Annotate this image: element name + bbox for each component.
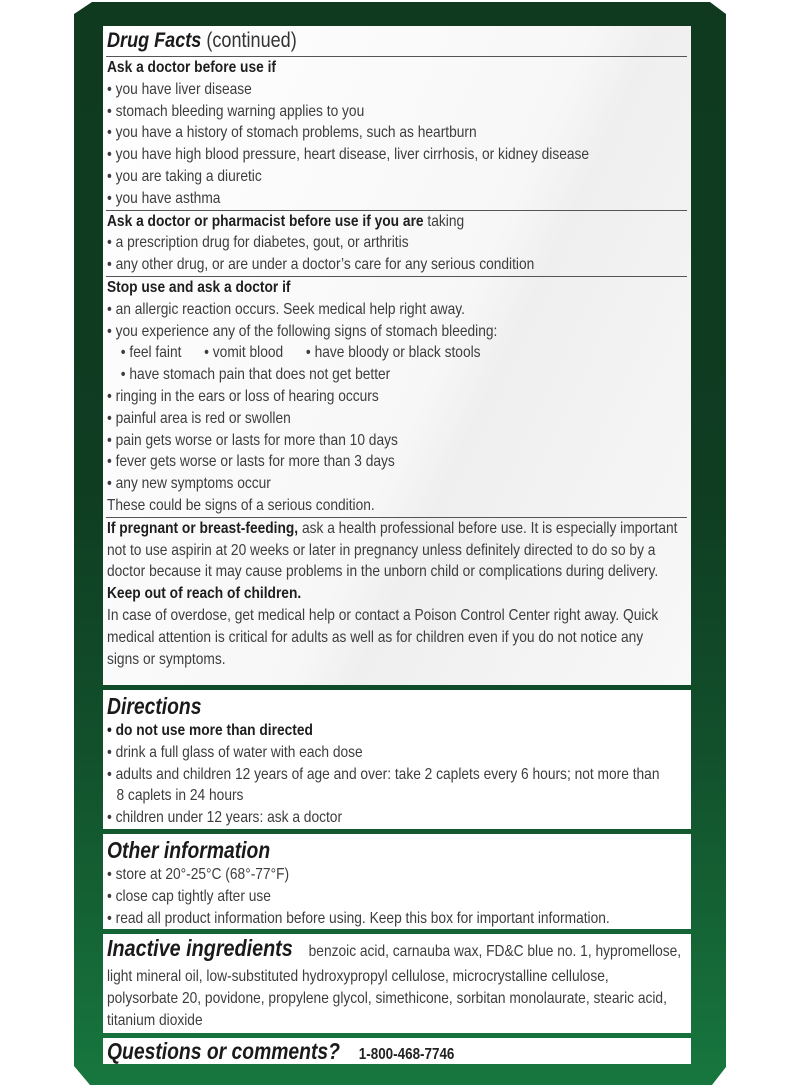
pregnancy-section	[107, 518, 685, 583]
sub-list-item: • vomit blood	[204, 344, 283, 361]
section-heading: Ask a doctor before use if	[107, 59, 276, 76]
list-item: • you have asthma	[107, 188, 604, 210]
list-item: • stomach bleeding warning applies to you	[107, 101, 604, 123]
keep-out-text: signs or symptoms.	[107, 650, 226, 668]
list-item: • you have high blood pressure, heart disease, liver cirrhosis, or kidney disease	[107, 144, 604, 166]
pregnancy-text: not to use aspirin at 20 weeks or later in pregnancy unless definitely directed to do so by a	[107, 541, 656, 559]
ingredients-text: polysorbate 20, povidone, propylene glycol, simethicone, sorbitan monolaurate, stearic acid,	[107, 989, 667, 1007]
list-item: • you experience any of the following signs of stomach bleeding:	[107, 321, 604, 343]
sub-list-item: • have stomach pain that does not get better	[107, 364, 604, 386]
section-heading: Stop use and ask a doctor if	[107, 278, 291, 296]
heading-rest: taking	[427, 212, 465, 230]
list-item: • an allergic reaction occurs. Seek medical help right away.	[107, 299, 604, 321]
list-item: • close cap tightly after use	[107, 886, 604, 908]
ask-pharmacist-section	[107, 211, 685, 276]
questions-line	[107, 1038, 593, 1068]
ingredients-text: titanium dioxide	[107, 1011, 203, 1029]
section-heading	[107, 211, 604, 233]
page-title	[107, 26, 604, 56]
sub-list-item: • feel faint	[121, 344, 182, 361]
sub-list-item: • have bloody or black stools	[306, 344, 481, 361]
other-information-panel	[103, 834, 691, 929]
pregnancy-line	[107, 518, 678, 540]
list-item: • you have a history of stomach problems, such as heartburn	[107, 122, 604, 144]
questions-panel	[103, 1038, 691, 1064]
directions-title: Directions	[107, 693, 202, 719]
title-suffix: (continued)	[206, 29, 297, 52]
list-item: • adults and children 12 years of age and over: take 2 caplets every 6 hours; not more than	[107, 764, 604, 786]
questions-title: Questions or comments?	[107, 1038, 340, 1064]
list-item: • any other drug, or are under a doctor’s care for any serious condition	[107, 254, 604, 276]
title-bold: Drug Facts	[107, 29, 202, 52]
list-item: • you have liver disease	[107, 79, 604, 101]
list-item: • pain gets worse or lasts for more than 10 days	[107, 430, 604, 452]
keep-out-text: In case of overdose, get medical help or contact a Poison Control Center right away. Quick	[107, 606, 659, 624]
drug-facts-panel	[103, 26, 691, 685]
stop-use-section	[107, 277, 685, 517]
pregnancy-text: doctor because it may cause problems in the unborn child or complications during delivery.	[107, 563, 659, 581]
ask-doctor-section	[107, 57, 685, 210]
directions-panel	[103, 690, 691, 829]
other-information-title: Other information	[107, 837, 271, 863]
list-item: • store at 20°-25°C (68°-77°F)	[107, 864, 604, 886]
list-item: • you are taking a diuretic	[107, 166, 604, 188]
list-item: • fever gets worse or lasts for more than 3 days	[107, 451, 604, 473]
list-item: • painful area is red or swollen	[107, 408, 604, 430]
list-item: • read all product information before using. Keep this box for important information.	[107, 908, 604, 930]
ingredients-text: benzoic acid, carnauba wax, FD&C blue no. 1, hypromellose,	[308, 943, 682, 960]
list-item: • a prescription drug for diabetes, gout, or arthritis	[107, 232, 604, 254]
list-item: • children under 12 years: ask a doctor	[107, 807, 604, 829]
inactive-first-line	[107, 934, 682, 966]
list-item: • drink a full glass of water with each dose	[107, 742, 604, 764]
section-footer: These could be signs of a serious condition.	[107, 496, 375, 514]
inactive-ingredients-panel	[103, 934, 691, 1033]
list-item: • do not use more than directed	[107, 720, 604, 742]
list-item: • ringing in the ears or loss of hearing occurs	[107, 386, 604, 408]
pregnancy-heading: If pregnant or breast-feeding,	[107, 519, 299, 537]
heading-bold: Ask a doctor or pharmacist before use if you are	[107, 212, 424, 230]
phone-number[interactable]: 1-800-468-7746	[358, 1046, 455, 1063]
keep-out-section	[107, 583, 685, 670]
inactive-ingredients-title: Inactive ingredients	[107, 935, 293, 961]
list-item-continuation: 8 caplets in 24 hours	[116, 787, 244, 805]
pregnancy-text: ask a health professional before use. It is especially important	[301, 519, 678, 537]
ingredients-text: light mineral oil, low-substituted hydroxypropyl cellulose, microcrystalline cellulose,	[107, 968, 609, 985]
list-item: • any new symptoms occur	[107, 473, 604, 495]
section-heading: Keep out of reach of children.	[107, 585, 302, 603]
keep-out-text: medical attention is critical for adults as well as for children even if you do not notice any	[107, 628, 644, 646]
sub-list-row	[107, 342, 604, 364]
